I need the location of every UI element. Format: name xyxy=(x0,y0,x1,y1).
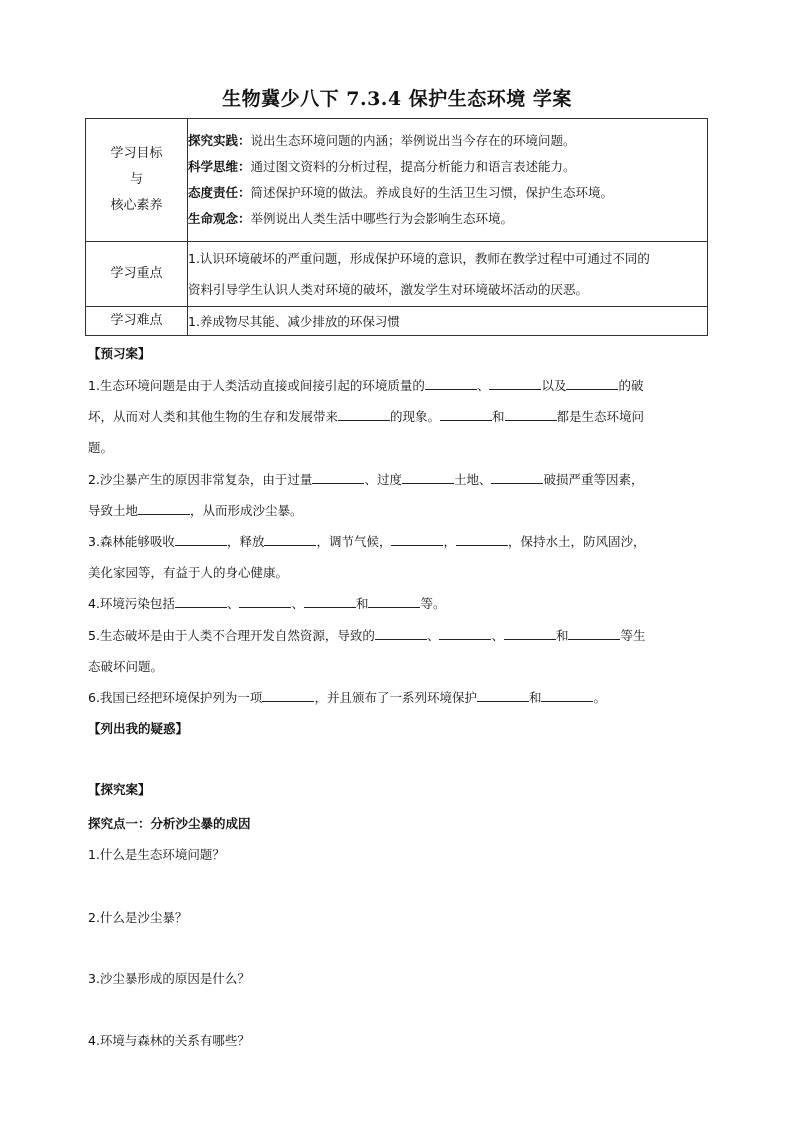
table-row-objectives xyxy=(86,119,708,242)
answer-blank[interactable] xyxy=(175,531,227,546)
question-text: 1.生态环境问题是由于人类活动直接或间接引起的环境质量的 xyxy=(88,378,425,393)
answer-blank[interactable] xyxy=(477,687,529,702)
explore-point-1: 探究点一：分析沙尘暴的成因 xyxy=(88,816,251,831)
answer-blank[interactable] xyxy=(312,469,364,484)
question-text: 坏，从而对人类和其他生物的生存和发展带来 xyxy=(88,409,339,424)
question-text: 、 xyxy=(426,628,440,643)
difficulties-content-cell: 1.养成物尽其能、减少排放的环保习惯 xyxy=(188,307,708,336)
answer-blank[interactable] xyxy=(402,469,454,484)
answer-blank[interactable] xyxy=(138,500,190,515)
page-title: 生物冀少八下 7.3.4 保护生态环境 学案 xyxy=(222,88,572,110)
question-text: 等生 xyxy=(620,628,646,643)
answer-blank[interactable] xyxy=(375,625,427,640)
question-text: 以及 xyxy=(541,378,567,393)
answer-blank[interactable] xyxy=(491,469,543,484)
question-text: 、过度 xyxy=(364,472,402,487)
answer-blank[interactable] xyxy=(439,625,491,640)
objective-head: 科学思维： xyxy=(188,159,251,174)
preview-question-3 xyxy=(88,526,712,588)
answer-blank[interactable] xyxy=(264,531,316,546)
question-text: ，从而形成沙尘暴。 xyxy=(190,503,303,518)
objective-head: 生命观念： xyxy=(188,211,251,226)
answer-blank[interactable] xyxy=(505,406,557,421)
answer-blank[interactable] xyxy=(368,593,420,608)
answer-blank[interactable] xyxy=(504,625,556,640)
question-text: 、 xyxy=(291,596,304,611)
objective-head: 态度责任： xyxy=(188,185,251,200)
question-text: 和 xyxy=(528,690,542,705)
question-text: ， xyxy=(443,534,456,549)
objective-text: 通过图文资料的分析过程，提高分析能力和语言表述能力。 xyxy=(250,159,576,174)
question-text: 题。 xyxy=(88,440,114,455)
question-text: 、 xyxy=(226,596,240,611)
table-row-keypoints xyxy=(86,242,708,307)
answer-blank[interactable] xyxy=(239,593,291,608)
answer-blank[interactable] xyxy=(440,406,492,421)
question-text: 和 xyxy=(555,628,569,643)
answer-blank[interactable] xyxy=(456,531,508,546)
label-line: 与 xyxy=(129,172,143,187)
answer-blank[interactable] xyxy=(338,406,390,421)
question-text: 的现象。 xyxy=(390,409,441,424)
question-text: 态破坏问题。 xyxy=(88,659,164,674)
doubts-heading: 【列出我的疑惑】 xyxy=(88,721,189,736)
question-text: 导致土地 xyxy=(88,503,139,518)
question-text: 、 xyxy=(491,628,504,643)
question-text: 破损严重等因素， xyxy=(543,472,644,487)
question-text: 都是生态环境问 xyxy=(556,409,645,424)
answer-blank[interactable] xyxy=(175,593,227,608)
explore-question: 1.什么是生态环境问题？ xyxy=(88,847,225,862)
objective-item xyxy=(188,128,707,154)
objective-text: 举例说出人类生活中哪些行为会影响生态环境。 xyxy=(250,211,514,226)
objectives-content-cell xyxy=(188,119,708,242)
answer-blank[interactable] xyxy=(541,687,593,702)
answer-blank[interactable] xyxy=(425,375,477,390)
question-text: 2.沙尘暴产生的原因非常复杂，由于过量 xyxy=(88,472,313,487)
question-text: ，保持水土，防风固沙， xyxy=(507,534,646,549)
explore-heading: 【探究案】 xyxy=(88,782,151,797)
explore-question: 4.环境与森林的关系有哪些？ xyxy=(88,1033,250,1048)
question-text: 和 xyxy=(355,596,369,611)
explore-question: 2.什么是沙尘暴？ xyxy=(88,910,188,925)
label-line: 核心素养 xyxy=(110,198,163,213)
preview-question-1 xyxy=(88,370,712,463)
answer-blank[interactable] xyxy=(262,687,314,702)
question-text: 土地、 xyxy=(453,472,492,487)
preview-question-4 xyxy=(88,588,712,619)
label-line: 学习目标 xyxy=(110,146,163,161)
answer-blank[interactable] xyxy=(568,625,620,640)
question-text: 3.森林能够吸收 xyxy=(88,534,175,549)
answer-blank[interactable] xyxy=(391,531,443,546)
question-text: ，调节气候， xyxy=(316,534,392,549)
objectives-label-cell xyxy=(86,119,188,242)
preview-question-5 xyxy=(88,620,712,682)
objective-head: 探究实践： xyxy=(188,133,251,148)
objective-item xyxy=(188,154,707,180)
question-text: ，并且颁布了一系列环境保护 xyxy=(314,690,477,705)
preview-question-2 xyxy=(88,464,712,526)
objective-text: 说出生态环境问题的内涵；举例说出当今存在的环境问题。 xyxy=(250,133,576,148)
answer-blank[interactable] xyxy=(566,375,618,390)
question-text: ，释放 xyxy=(226,534,265,549)
difficulties-label-cell: 学习难点 xyxy=(86,307,188,336)
question-text: 等。 xyxy=(420,596,446,611)
keypoints-line: 资料引导学生认识人类对环境的破坏，激发学生对环境破坏活动的厌恶。 xyxy=(188,282,589,297)
question-text: 的破 xyxy=(618,378,644,393)
objectives-table xyxy=(85,118,708,336)
question-text: 和 xyxy=(492,409,505,424)
keypoints-line: 1.认识环境破坏的严重问题，形成保护环境的意识，教师在教学过程中可通过不同的 xyxy=(188,251,650,266)
keypoints-label-cell: 学习重点 xyxy=(86,242,188,307)
preview-heading: 【预习案】 xyxy=(88,346,151,361)
objective-text: 简述保护环境的做法。养成良好的生活卫生习惯，保护生态环境。 xyxy=(250,185,614,200)
question-text: 、 xyxy=(476,378,490,393)
question-text: 美化家园等，有益于人的身心健康。 xyxy=(88,565,289,580)
answer-blank[interactable] xyxy=(489,375,541,390)
question-text: 5.生态破坏是由于人类不合理开发自然资源，导致的 xyxy=(88,628,375,643)
table-row-difficulties xyxy=(86,307,708,336)
answer-blank[interactable] xyxy=(304,593,356,608)
keypoints-content-cell xyxy=(188,242,708,307)
objective-item xyxy=(188,206,707,232)
question-text: 。 xyxy=(593,690,606,705)
explore-question: 3.沙尘暴形成的原因是什么？ xyxy=(88,971,250,986)
objective-item xyxy=(188,180,707,206)
question-text: 6.我国已经把环境保护列为一项 xyxy=(88,690,263,705)
question-text: 4.环境污染包括 xyxy=(88,596,175,611)
preview-question-6 xyxy=(88,682,712,713)
